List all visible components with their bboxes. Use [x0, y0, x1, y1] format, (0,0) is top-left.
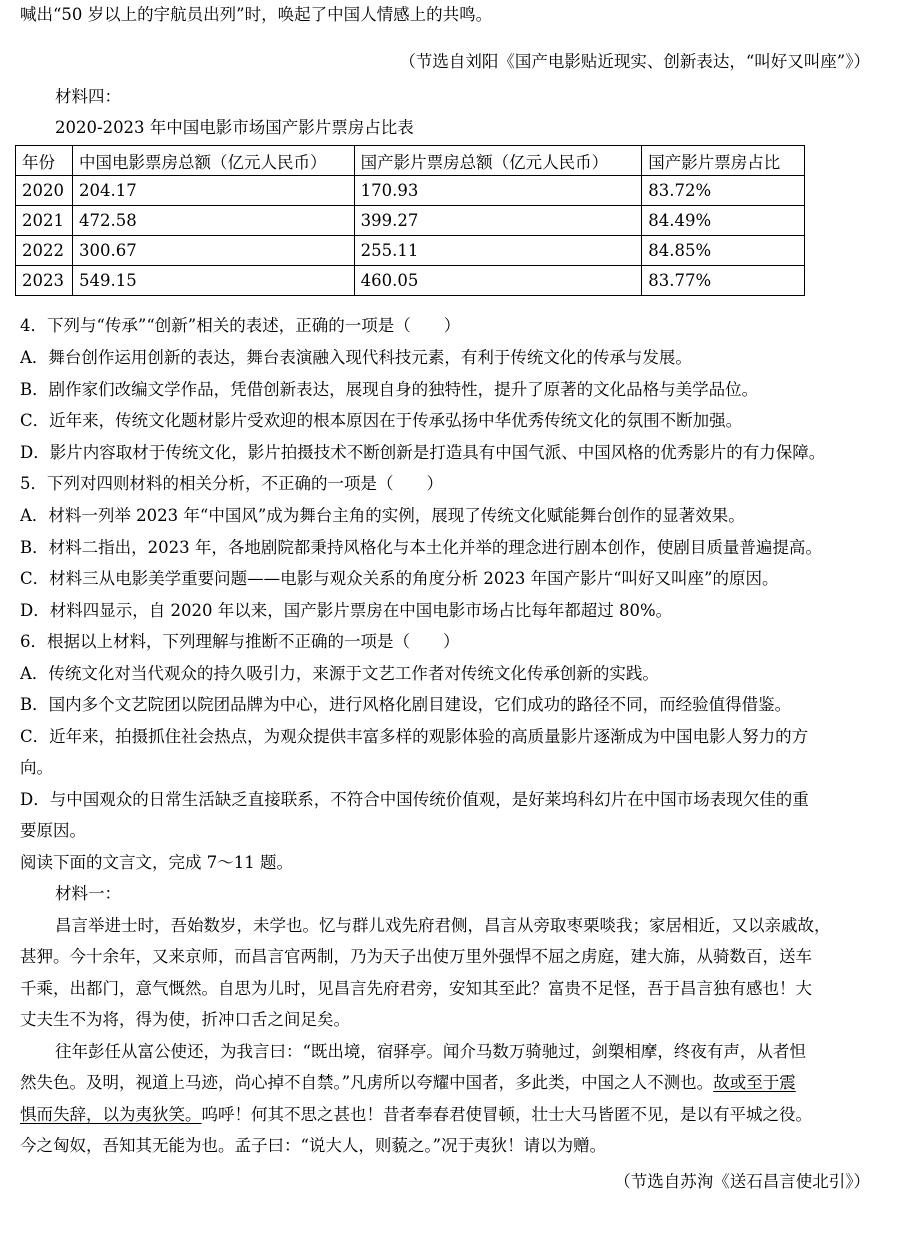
table-cell: 170.93: [354, 176, 642, 206]
q6-option-c: C．近年来，拍摄抓住社会热点，为观众提供丰富多样的观影体验的高质量影片逐渐成为中国电影人努力的方: [20, 727, 809, 746]
q4-option-d: D．影片内容取材于传统文化，影片拍摄技术不断创新是打造具有中国气派、中国风格的优秀影片的有力保障。: [20, 443, 826, 462]
table-cell: 84.49%: [642, 206, 805, 236]
q5-option-b: B．材料二指出，2023 年，各地剧院都秉持风格化与本土化并举的理念进行剧本创作，使剧目质量普遍提高。: [20, 538, 822, 557]
table-row: [16, 176, 805, 206]
text-line: 喊出“50 岁以上的宇航员出列”时，唤起了中国人情感上的共鸣。: [20, 5, 493, 24]
table-cell: 83.77%: [642, 266, 805, 296]
table-cell: 2020: [16, 176, 73, 206]
table-cell: 2022: [16, 236, 73, 266]
passage-text: 然失色。及明，视道上马迹，尚心掉不自禁。”凡虏所以夸耀中国者，多此类，中国之人不测也。: [20, 1073, 714, 1092]
material1-label: 材料一：: [55, 884, 121, 903]
q4-option-b: B．剧作家们改编文学作品，凭借创新表达，展现自身的独特性，提升了原著的文化品格与美学品位。: [20, 380, 759, 399]
table-cell: 399.27: [354, 206, 642, 236]
table-row: [16, 266, 805, 296]
table-cell: 83.72%: [642, 176, 805, 206]
q6-option-c-cont: 向。: [20, 758, 53, 777]
passage-line: 千乘，出都门，意气慨然。自思为儿时，见昌言先府君旁，安知其至此？富贵不足怪，吾于昌言独有感也！大: [20, 979, 812, 998]
classical-intro: 阅读下面的文言文，完成 7～11 题。: [20, 853, 293, 872]
q5-option-d: D．材料四显示，自 2020 年以来，国产影片票房在中国电影市场占比每年都超过 80%。: [20, 601, 673, 620]
table-cell: 472.58: [72, 206, 354, 236]
q5-option-c: C．材料三从电影美学重要问题——电影与观众关系的角度分析 2023 年国产影片“叫好又叫座”的原因。: [20, 569, 779, 588]
header-cell: 中国电影票房总额（亿元人民币）: [72, 146, 354, 176]
q6-option-d: D．与中国观众的日常生活缺乏直接联系，不符合中国传统价值观，是好莱坞科幻片在中国市场表现欠佳的重: [20, 790, 809, 809]
table-header-row: [16, 146, 805, 176]
table-cell: 2021: [16, 206, 73, 236]
source-citation-3: （节选自刘阳《国产电影贴近现实、创新表达，“叫好又叫座”》）: [399, 52, 870, 71]
passage-line: 甚狎。今十余年，又来京师，而昌言官两制，乃为天子出使万里外强悍不屈之虏庭，建大旆，从骑数百，送车: [20, 947, 812, 966]
question-4-stem: 4．下列与“传承”“创新”相关的表述，正确的一项是（ ）: [20, 316, 461, 335]
header-cell: 年份: [16, 146, 73, 176]
table-row: [16, 206, 805, 236]
passage-text: 呜呼！何其不思之甚也！昔者奉春君使冒顿，壮士大马皆匿不见，是以有平城之役。: [201, 1105, 812, 1124]
passage-line: 今之匈奴，吾知其无能为也。孟子曰：“说大人，则藐之。”况于夷狄！请以为赠。: [20, 1136, 607, 1155]
passage-line: 丈夫生不为将，得为使，折冲口舌之间足矣。: [20, 1010, 350, 1029]
passage-line: 昌言举进士时，吾始数岁，未学也。忆与群儿戏先府君侧，昌言从旁取枣栗啖我；家居相近，又以亲戚故，: [55, 916, 831, 935]
table-cell: 460.05: [354, 266, 642, 296]
q6-option-a: A．传统文化对当代观众的持久吸引力，来源于文艺工作者对传统文化传承创新的实践。: [20, 664, 659, 683]
material4-label: 材料四：: [55, 87, 121, 106]
q4-option-c: C．近年来，传统文化题材影片受欢迎的根本原因在于传承弘扬中华优秀传统文化的氛围不断加强。: [20, 411, 743, 430]
table-cell: 2023: [16, 266, 73, 296]
q4-option-a: A．舞台创作运用创新的表达，舞台表演融入现代科技元素，有利于传统文化的传承与发展。: [20, 348, 692, 367]
question-5-stem: 5．下列对四则材料的相关分析，不正确的一项是（ ）: [20, 474, 443, 493]
table-title: 2020-2023 年中国电影市场国产影片票房占比表: [55, 118, 414, 137]
q6-option-b: B．国内多个文艺院团以院团品牌为中心，进行风格化剧目建设，它们成功的路径不同，而经验值得借鉴。: [20, 695, 792, 714]
header-cell: 国产影片票房占比: [642, 146, 805, 176]
table-cell: 549.15: [72, 266, 354, 296]
underlined-sentence: 惧而失辞，以为夷狄笑。: [20, 1105, 202, 1124]
q6-option-d-cont: 要原因。: [20, 821, 86, 840]
header-cell: 国产影片票房总额（亿元人民币）: [354, 146, 642, 176]
table-cell: 255.11: [354, 236, 642, 266]
table-cell: 84.85%: [642, 236, 805, 266]
question-6-stem: 6．根据以上材料，下列理解与推断不正确的一项是（ ）: [20, 632, 460, 651]
underlined-sentence: 故或至于震: [713, 1073, 796, 1092]
q5-option-a: A．材料一列举 2023 年“中国风”成为舞台主角的实例，展现了传统文化赋能舞台创作的显著效果。: [20, 506, 745, 525]
box-office-table: [15, 145, 805, 296]
passage-line: 往年彭任从富公使还，为我言曰：“既出境，宿驿亭。闻介马数万骑驰过，剑槊相摩，终夜有声，从者怛: [55, 1042, 806, 1061]
passage-line: [20, 1103, 870, 1127]
passage-line: [20, 1071, 870, 1095]
table-row: [16, 236, 805, 266]
table-cell: 300.67: [72, 236, 354, 266]
source-citation: （节选自苏洵《送石昌言使北引》）: [614, 1172, 870, 1191]
table-cell: 204.17: [72, 176, 354, 206]
